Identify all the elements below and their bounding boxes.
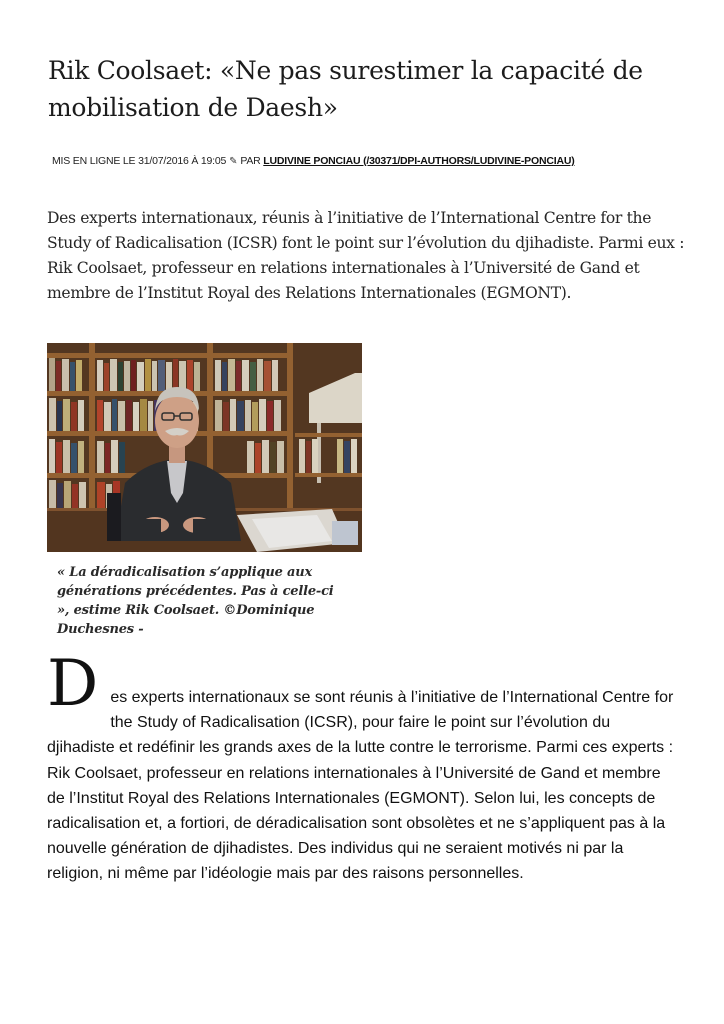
byline-by: PAR [240,155,261,167]
drop-cap: D [47,647,99,721]
article-body-text: es experts internationaux se sont réunis à l’initiative de l’International Centre for the Study of Radicalisation (ICSR), pour faire le point sur l’évolution du djihadiste et redéfinir les grands axes de la lutte contre le terrorisme. Parmi ces experts : Rik Coolsaet, professeur en relations internationales à l’Université de Gand et membre de l’Institut Royal des Relations Internationales (EGMONT). Selon lui, les concepts de radicalisation et, a fortiori, de déradicalisation sont obsolètes et ne s’appliquent pas à la nouvelle génération de djihadistes. Des individus qui ne seraient motivés ni par la religion, ni même par l’idéologie mais par des raisons personnelles. [47,689,674,883]
author-link[interactable]: LUDIVINE PONCIAU (/30371/DPI-AUTHORS/LUDIVINE-PONCIAU) [263,155,575,167]
article-body [47,647,677,887]
photo-caption: « La déradicalisation s’applique aux générations précédentes. Pas à celle-ci », estime Rik Coolsaet. ©Dominique Duchesnes - [57,565,334,637]
publish-date: MIS EN LIGNE LE 31/07/2016 À 19:05 [52,155,227,167]
article-photo [47,343,362,552]
article-byline [52,154,692,169]
pencil-icon: ✎ [229,156,238,167]
article-lead: Des experts internationaux, réunis à l’initiative de l’International Centre for the Study of Radicalisation (ICSR) font le point sur l’évolution du djihadiste. Parmi eux : Rik Coolsaet, professeur en relations internationales à l’Université de Gand et membre de l’Institut Royal des Relations Internationales (EGMONT). [47,209,685,302]
article-title: Rik Coolsaet: «Ne pas surestimer la capacité de mobilisation de Daesh» [48,56,643,122]
